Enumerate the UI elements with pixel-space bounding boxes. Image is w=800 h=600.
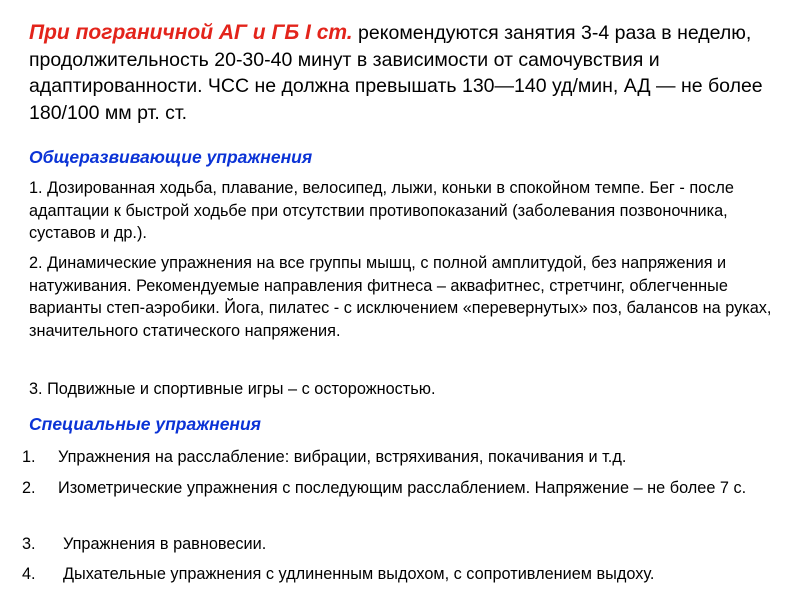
special-item-2 (22, 477, 792, 500)
special-item-4-text: Дыхательные упражнения с удлиненным выдохом, с сопротивлением выдоху. (63, 565, 655, 583)
special-item-4 (22, 563, 792, 586)
special-item-1-number: 1. (22, 448, 36, 466)
general-item-1: 1. Дозированная ходьба, плавание, велосипед, лыжи, коньки в спокойном темпе. Бег - после адаптации к быстрой ходьбе при отсутствии противопоказаний (заболевания позвоночника, суставов и др.). (29, 179, 734, 243)
general-exercises-title: Общеразвивающие упражнения (29, 147, 313, 167)
special-item-3-text: Упражнения в равновесии. (63, 535, 267, 553)
special-item-4-number: 4. (22, 565, 36, 583)
special-item-1-text: Упражнения на расслабление: вибрации, встряхивания, покачивания и т.д. (58, 448, 627, 466)
general-item-3: 3. Подвижные и спортивные игры – с осторожностью. (29, 380, 436, 398)
intro-body: рекомендуются занятия 3-4 раза в неделю, продолжительность 20-30-40 минут в зависимости от самочувствия и адаптированности. ЧСС не должна превышать 130—140 уд/мин, АД — не более 180/100 мм рт. ст. (29, 22, 763, 124)
intro-paragraph (29, 20, 779, 126)
general-item-2: 2. Динамические упражнения на все группы мышц, с полной амплитудой, без напряжения и натуживания. Рекомендуемые направления фитнеса – аквафитнес, стретчинг, облегченные варианты степ-аэробики. Йога, пилатес - с исключением «перевернутых» поз, балансов на руках, значительного статического напряжения. (29, 254, 772, 340)
special-item-2-text: Изометрические упражнения с последующим расслаблением. Напряжение – не более 7 с. (58, 479, 747, 497)
special-item-3 (22, 533, 792, 556)
special-item-3-number: 3. (22, 535, 36, 553)
special-item-2-number: 2. (22, 479, 36, 497)
intro-lead: При пограничной АГ и ГБ I ст. (29, 21, 353, 44)
special-exercises-title: Специальные упражнения (29, 414, 261, 434)
special-item-1 (22, 446, 792, 469)
